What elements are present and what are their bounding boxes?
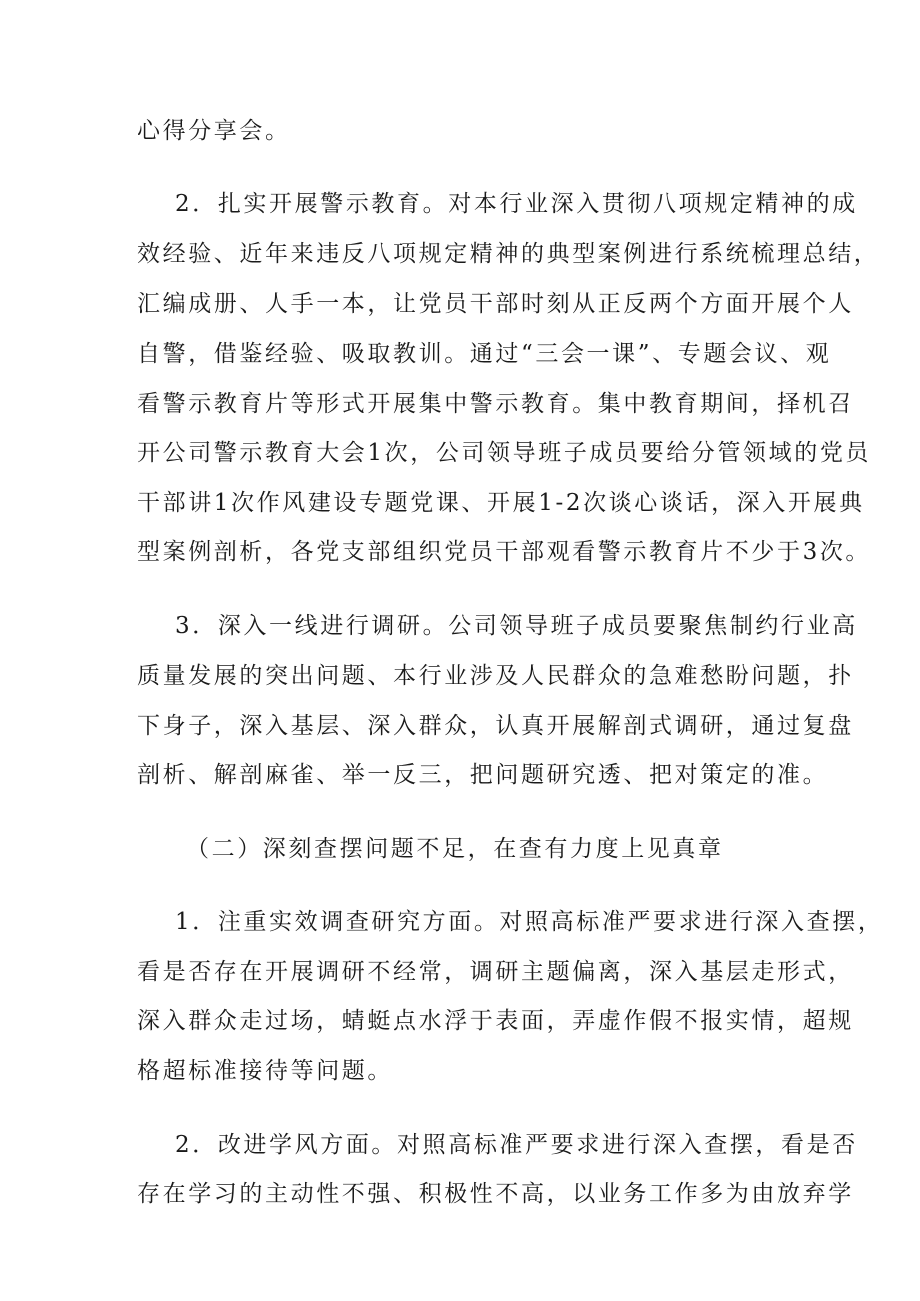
text-line: 看警示教育片等形式开展集中警示教育。集中教育期间，择机召: [137, 391, 854, 417]
text-line: 心得分享会。: [137, 118, 291, 144]
text-line: 剖析、解剖麻雀、举一反三，把问题研究透、把对策定的准。: [137, 762, 829, 788]
text-line: 下身子，深入基层、深入群众，认真开展解剖式调研，通过复盘: [137, 713, 854, 739]
text-line: 干部讲1次作风建设专题党课、开展1-2次谈心谈话，深入开展典: [137, 490, 865, 516]
text-line: 汇编成册、人手一本，让党员干部时刻从正反两个方面开展个人: [137, 291, 854, 317]
text-line: 深入群众走过场，蜻蜓点水浮于表面，弄虚作假不报实情，超规: [137, 1008, 854, 1034]
text-line: 格超标准接待等问题。: [137, 1058, 393, 1084]
text-line: 3．深入一线进行调研。公司领导班子成员要聚焦制约行业高: [175, 613, 858, 639]
text-line: 看是否存在开展调研不经常，调研主题偏离，深入基层走形式，: [137, 959, 854, 985]
text-line: 存在学习的主动性不强、积极性不高，以业务工作多为由放弃学: [137, 1181, 854, 1207]
section-heading: （二）深刻查摆问题不足，在查有力度上见真章: [186, 836, 724, 862]
text-line: 型案例剖析，各党支部组织党员干部观看警示教育片不少于3次。: [137, 539, 872, 565]
text-line: 自警，借鉴经验、吸取教训。通过“三会一课”、专题会议、观: [137, 341, 832, 367]
text-line: 效经验、近年来违反八项规定精神的典型案例进行系统梳理总结，: [137, 241, 880, 267]
text-line: 2．改进学风方面。对照高标准严要求进行深入查摆，看是否: [175, 1132, 858, 1158]
text-line: 1．注重实效调查研究方面。对照高标准严要求进行深入查摆，: [175, 909, 884, 935]
text-line: 开公司警示教育大会1次，公司领导班子成员要给分管领域的党员: [137, 440, 872, 466]
text-line: 2．扎实开展警示教育。对本行业深入贯彻八项规定精神的成: [175, 191, 858, 217]
text-line: 质量发展的突出问题、本行业涉及人民群众的急难愁盼问题，扑: [137, 663, 854, 689]
